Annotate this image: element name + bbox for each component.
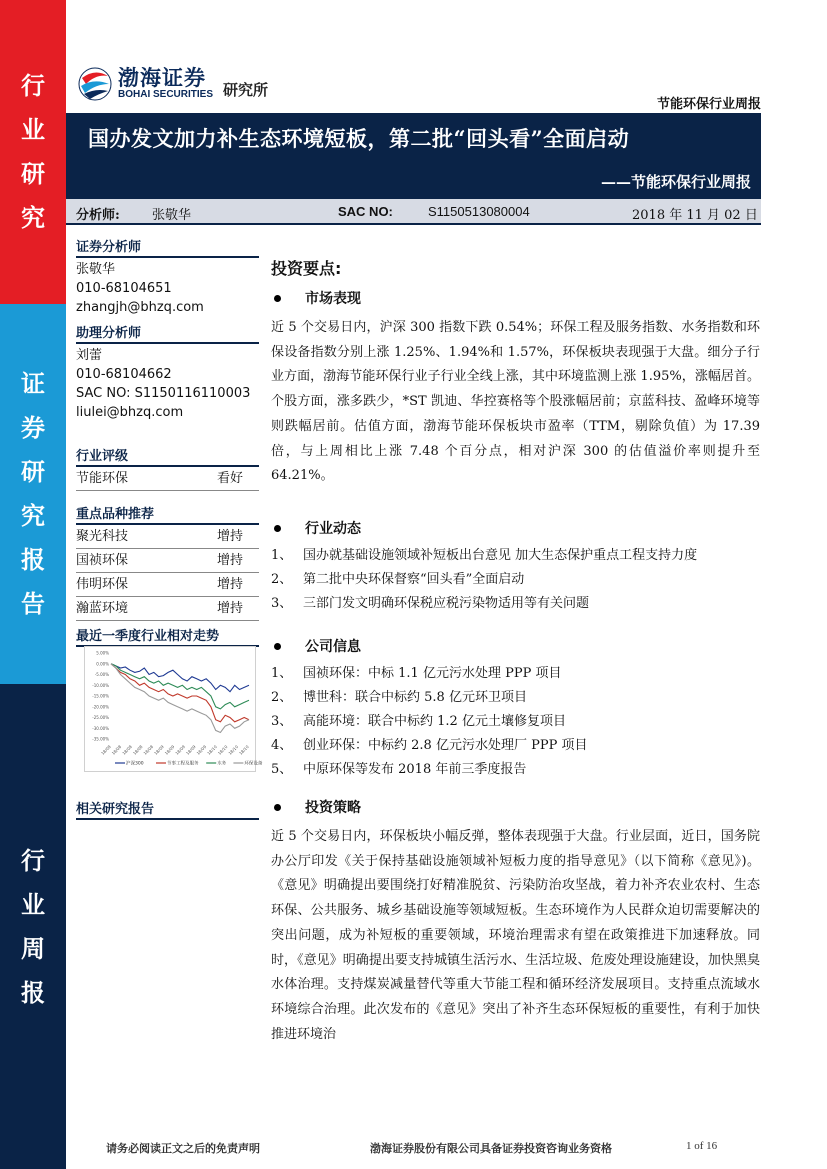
section-2 (271, 518, 760, 616)
document-type: 节能环保行业周报 (656, 97, 761, 112)
assistant-contact-line: liulei@bhzq.com (76, 405, 184, 420)
x-tick-label: 18/10 (216, 744, 229, 756)
stock-pick-row (76, 525, 259, 549)
section-heading (271, 518, 760, 538)
assistant-contact-line: 刘蕾 (76, 348, 103, 363)
y-tick-label: -10.00% (92, 682, 109, 688)
picks-heading: 重点品种推荐 (76, 503, 259, 525)
investment-highlights-heading: 投资要点: (271, 259, 342, 278)
analyst-heading: 证券分析师 (76, 236, 259, 258)
industry-rating-row-rating: 看好 (216, 471, 243, 486)
list-number: 4、 (271, 738, 293, 753)
list-text: 三部门发文明确环保税应税污染物适用等有关问题 (303, 596, 590, 611)
section-heading (271, 288, 760, 308)
list-item (271, 710, 760, 734)
band-industry-weekly (0, 684, 66, 1169)
list-number: 3、 (271, 714, 293, 729)
bohai-logo-icon (78, 66, 112, 102)
stock-pick-row (76, 597, 259, 621)
list-item (271, 544, 760, 568)
section-title: 投资策略 (305, 800, 361, 816)
y-tick-label: -15.00% (92, 693, 109, 699)
y-tick-label: -25.00% (92, 715, 109, 720)
y-tick-label: 0.00% (96, 661, 109, 667)
report-title: 国办发文加力补生态环境短板，第二批“回头看”全面启动 (88, 126, 630, 151)
legend-label: 沪深300 (126, 761, 144, 767)
x-tick-label: 18/10 (206, 744, 218, 756)
band-char: 证 (21, 369, 45, 398)
band-char: 业 (21, 115, 45, 144)
band-char: 研 (21, 159, 45, 188)
x-tick-label: 18/09 (174, 744, 187, 756)
section-title: 公司信息 (305, 639, 361, 655)
legend-label: 水务 (217, 761, 227, 767)
y-tick-label: -30.00% (92, 725, 109, 731)
band-char: 研 (21, 457, 45, 486)
stock-pick-row (76, 573, 259, 597)
stock-pick-row-rating: 增持 (216, 577, 243, 592)
analyst-contact-line: 010-68104651 (76, 281, 172, 296)
section-paragraph: 近 5 个交易日内，沪深 300 指数下跌 0.54%；环保工程及服务指数、水务指数和环保设备指数分别上涨 1.25%、1.94%和 1.57%，环保板块表现强于大盘。细分子行业方面，渤海节能环保行业子行业全线上涨，其中环境监测上涨 1.95%，涨幅居首。个股方面，涨多跌少，*ST 凯迪、华控赛格等个股涨幅居前；京蓝科技、盈峰环境等则跌幅居前。估值方面，渤海节能环保板块市盈率（TTM，剔除负值）为 17.39 倍，与上周相比上涨 7.48 个百分点，相对沪深 300 的估值溢价率则提升至 64.21%。 (271, 320, 760, 484)
section-1 (271, 288, 760, 489)
series-line-节事工程及服务 (111, 664, 249, 722)
stock-pick-row-name: 瀚蓝环境 (76, 601, 129, 616)
assistant-section (76, 322, 259, 422)
sac-label: SAC NO: (338, 204, 393, 219)
assistant-heading: 助理分析师 (76, 322, 259, 344)
bullet-icon (274, 804, 281, 811)
band-char: 究 (21, 501, 45, 530)
relative-trend-chart (84, 646, 263, 772)
band-char: 告 (21, 589, 45, 618)
section-paragraph: 近 5 个交易日内，环保板块小幅反弹，整体表现强于大盘。行业层面，近日，国务院办公厅印发《关于保持基础设施领域补短板力度的指导意见》（以下简称《意见》)。《意见》明确提出要围绕打好精准脱贫、污染防治攻坚战，着力补齐农业农村、生态环保、公共服务、城乡基础设施等领域短板。生态环境作为人民群众迫切需要解决的突出问题，成为补短板的重要领域，环境治理需求有望在政策推进下加速释放。同时，《意见》明确提出要支持城镇生活污水、生活垃圾、危废处理设施建设，加快黑臭水体治理。支持煤炭减量替代等重大节能工程和循环经济发展项目。支持重点流域水环境综合治理。此次发布的《意见》突出了补齐生态环保短板的重要性，有利于加快推进环境治 (271, 829, 760, 1042)
list-text: 第二批中央环保督察“回头看”全面启动 (303, 572, 525, 587)
x-tick-label: 18/08 (100, 744, 112, 756)
section-3 (271, 636, 760, 782)
analyst-section (76, 236, 259, 317)
x-tick-label: 18/09 (184, 744, 197, 756)
list-number: 3、 (271, 596, 293, 611)
list-text: 国办就基础设施领域补短板出台意见 加大生态保护重点工程支持力度 (303, 548, 698, 563)
industry-rating-row-name: 节能环保 (76, 471, 129, 486)
list-text: 博世科：联合中标约 5.8 亿元环卫项目 (303, 690, 527, 705)
list-number: 5、 (271, 762, 293, 777)
section-list (271, 544, 760, 616)
logo-name-en: BOHAI SECURITIES (118, 89, 214, 100)
band-securities-report (0, 304, 66, 684)
related-heading: 相关研究报告 (76, 798, 259, 820)
stock-pick-row-name: 国祯环保 (76, 553, 129, 568)
list-text: 创业环保：中标约 2.8 亿元污水处理厂 PPP 项目 (303, 738, 588, 753)
list-text: 国祯环保：中标 1.1 亿元污水处理 PPP 项目 (303, 666, 562, 681)
list-number: 2、 (271, 572, 293, 587)
band-char: 券 (21, 413, 45, 442)
x-tick-label: 18/08 (121, 744, 133, 756)
series-line-沪深300 (111, 664, 249, 692)
analyst-label: 分析师: (76, 208, 120, 223)
sac-number: S1150513080004 (428, 204, 530, 219)
stock-pick-row-name: 伟明环保 (76, 577, 129, 592)
section-4 (271, 797, 760, 1047)
series-line-环保设备 (111, 664, 249, 733)
x-tick-label: 18/09 (163, 744, 176, 756)
x-tick-label: 18/10 (238, 744, 250, 756)
bullet-icon (274, 295, 281, 302)
y-tick-label: -35.00% (92, 736, 109, 742)
assistant-contact-line: SAC NO: S1150116110003 (76, 386, 251, 401)
x-tick-label: 18/08 (131, 744, 144, 756)
band-char: 报 (21, 977, 45, 1007)
section-heading (271, 636, 760, 656)
section-title: 行业动态 (305, 521, 361, 537)
band-char: 业 (21, 889, 45, 919)
y-tick-label: 5.00% (96, 650, 109, 656)
rating-heading: 行业评级 (76, 445, 259, 467)
related-section (76, 798, 259, 820)
legend-label: 节事工程及服务 (167, 761, 199, 767)
band-char: 周 (21, 933, 45, 963)
legend-label: 环保设备 (244, 761, 263, 767)
stock-pick-row-rating: 增持 (216, 529, 243, 544)
department-name: 研究所 (223, 80, 269, 99)
band-char: 行 (21, 71, 45, 100)
analyst-name: 张敬华 (152, 208, 192, 223)
list-item (271, 686, 760, 710)
stock-pick-row-rating: 增持 (216, 553, 243, 568)
list-item (271, 592, 760, 616)
section-heading (271, 797, 760, 817)
footer-disclaimer: 请务必阅读正文之后的免责声明 (106, 1142, 260, 1155)
x-tick-label: 18/08 (110, 744, 123, 756)
list-item (271, 734, 760, 758)
list-text: 高能环境：联合中标约 1.2 亿元土壤修复项目 (303, 714, 566, 729)
list-number: 1、 (271, 548, 293, 563)
analyst-contact-line: 张敬华 (76, 262, 116, 277)
y-tick-label: -20.00% (92, 704, 109, 710)
list-number: 2、 (271, 690, 293, 705)
list-item (271, 662, 760, 686)
logo-name-cn: 渤海证券 (118, 65, 206, 90)
report-subtitle: ——节能环保行业周报 (600, 173, 751, 191)
analyst-info-row (66, 199, 761, 225)
analyst-contact-line: zhangjh@bhzq.com (76, 300, 204, 315)
list-item (271, 758, 760, 782)
report-date: 2018 年 11 月 02 日 (632, 208, 758, 223)
chart-section (76, 625, 259, 647)
page-number: 1 of 16 (686, 1140, 718, 1152)
chart-heading: 最近一季度行业相对走势 (76, 625, 259, 647)
main-content (271, 256, 760, 279)
stock-pick-row (76, 549, 259, 573)
band-char: 行 (21, 845, 45, 875)
x-tick-label: 18/10 (227, 744, 240, 756)
band-char: 报 (21, 545, 45, 574)
bullet-icon (274, 643, 281, 650)
band-char: 究 (21, 203, 45, 232)
title-banner (66, 115, 761, 199)
section-list (271, 662, 760, 782)
stock-pick-row-name: 聚光科技 (76, 529, 129, 544)
assistant-contact-line: 010-68104662 (76, 367, 172, 382)
bullet-icon (274, 525, 281, 532)
y-tick-label: -5.00% (94, 672, 109, 677)
list-item (271, 568, 760, 592)
industry-rating-row (76, 467, 259, 491)
rating-section (76, 445, 259, 491)
list-number: 1、 (271, 666, 293, 681)
stock-pick-row-rating: 增持 (216, 601, 243, 616)
band-industry-research (0, 0, 66, 304)
x-tick-label: 18/09 (195, 744, 208, 756)
x-tick-label: 18/08 (142, 744, 155, 756)
picks-section (76, 503, 259, 621)
footer-qualification: 渤海证券股份有限公司具备证券投资咨询业务资格 (370, 1142, 612, 1155)
list-text: 中原环保等发布 2018 年前三季度报告 (303, 762, 527, 777)
section-title: 市场表现 (305, 291, 361, 307)
x-tick-label: 18/09 (153, 744, 165, 756)
bohai-logo (78, 62, 268, 106)
